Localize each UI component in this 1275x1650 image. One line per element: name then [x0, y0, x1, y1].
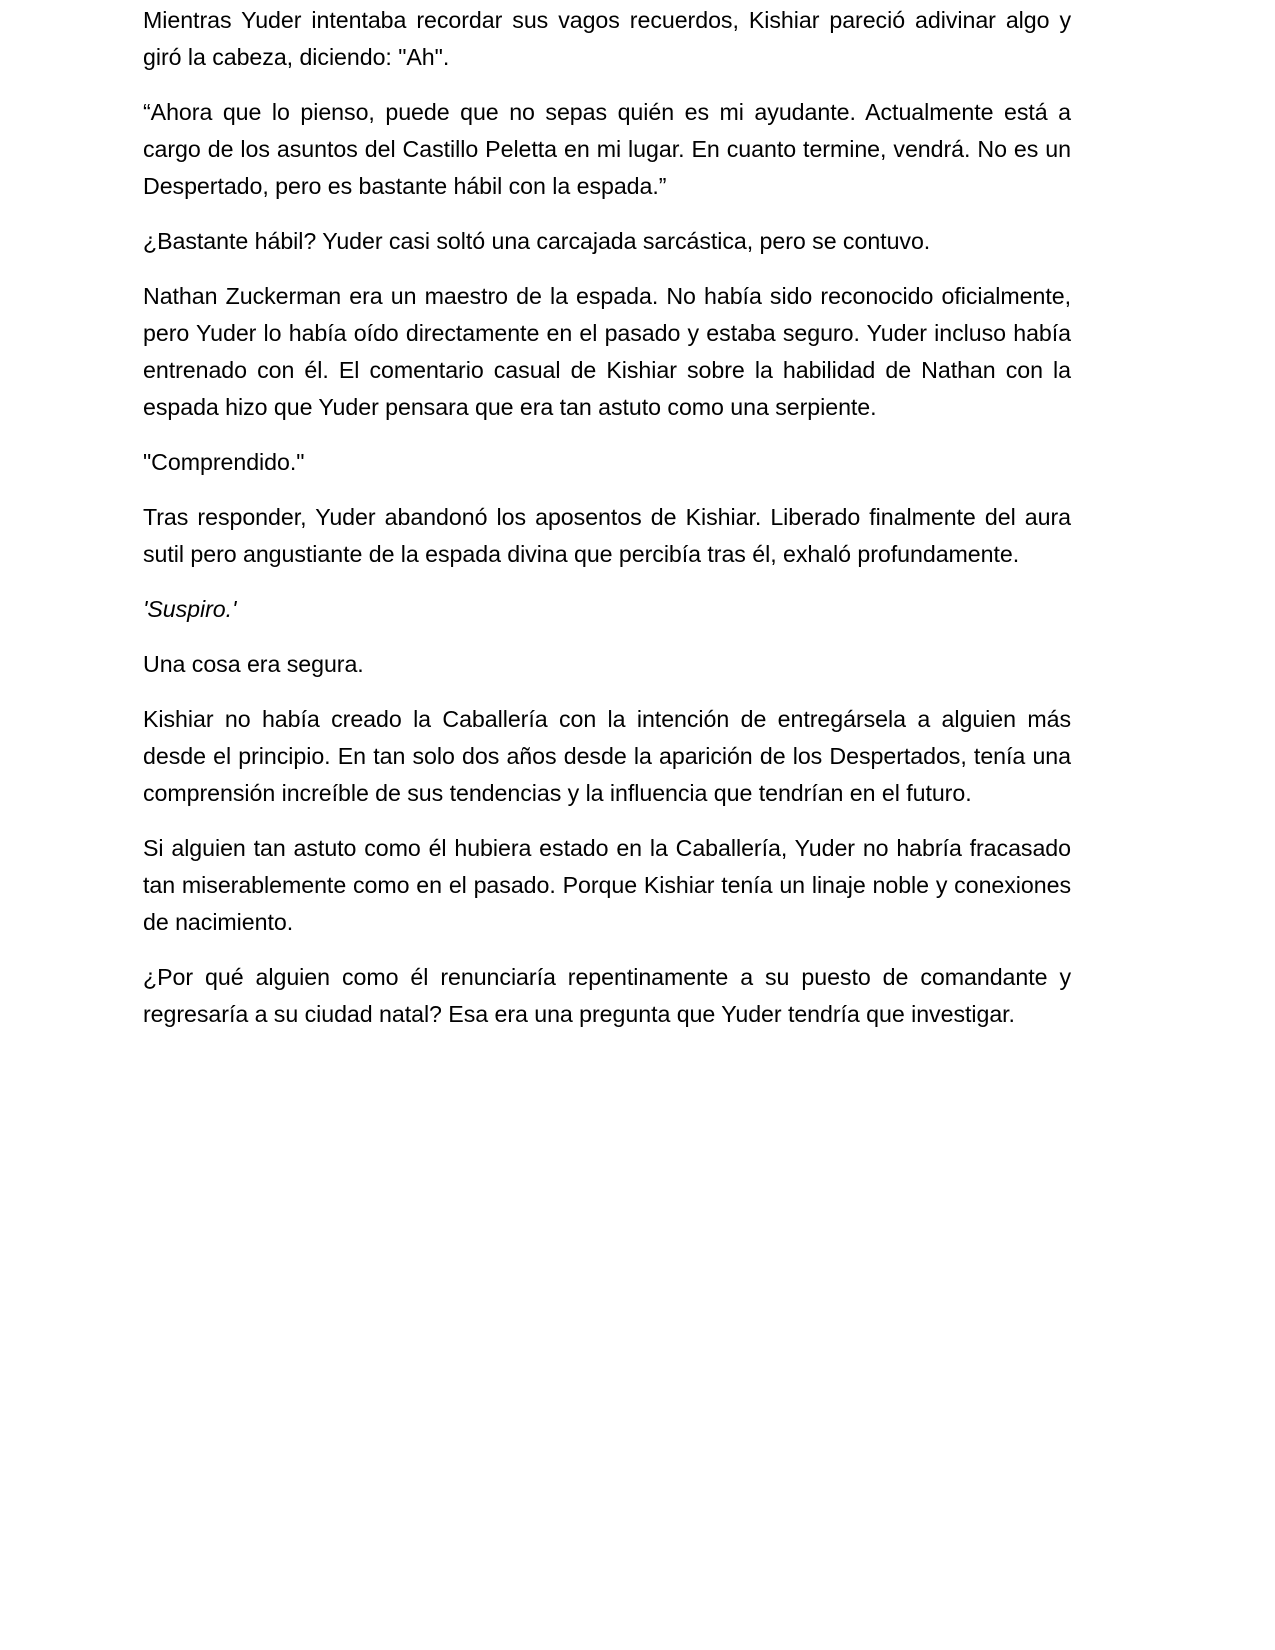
paragraph: “Ahora que lo pienso, puede que no sepas quién es mi ayudante. Actualmente está a cargo de los asuntos del Castillo Peletta en mi lugar. En cuanto termine, vendrá. No es un Despertado, pero es bastante hábil con la espada.”	[143, 99, 1071, 199]
paragraph: 'Suspiro.'	[143, 596, 237, 622]
paragraph: Tras responder, Yuder abandonó los aposentos de Kishiar. Liberado finalmente del aura sutil pero angustiante de la espada divina que percibía tras él, exhaló profundamente.	[143, 504, 1071, 567]
paragraph: ¿Bastante hábil? Yuder casi soltó una carcajada sarcástica, pero se contuvo.	[143, 228, 931, 254]
paragraph: ¿Por qué alguien como él renunciaría repentinamente a su puesto de comandante y regresaría a su ciudad natal? Esa era una pregunta que Yuder tendría que investigar.	[143, 964, 1071, 1027]
paragraph: Si alguien tan astuto como él hubiera estado en la Caballería, Yuder no habría fracasado tan miserablemente como en el pasado. Porque Kishiar tenía un linaje noble y conexiones de nacimiento.	[143, 835, 1071, 935]
paragraph: "Comprendido."	[143, 449, 305, 475]
paragraph: Nathan Zuckerman era un maestro de la espada. No había sido reconocido oficialmente, pero Yuder lo había oído directamente en el pasado y estaba seguro. Yuder incluso había entrenado con él. El comentario casual de Kishiar sobre la habilidad de Nathan con la espada hizo que Yuder pensara que era tan astuto como una serpiente.	[143, 283, 1071, 420]
paragraph: Kishiar no había creado la Caballería con la intención de entregársela a alguien más desde el principio. En tan solo dos años desde la aparición de los Despertados, tenía una comprensión increíble de sus tendencias y la influencia que tendrían en el futuro.	[143, 706, 1071, 806]
document-body	[143, 2, 1071, 1033]
paragraph: Mientras Yuder intentaba recordar sus vagos recuerdos, Kishiar pareció adivinar algo y giró la cabeza, diciendo: "Ah".	[143, 7, 1071, 70]
paragraph: Una cosa era segura.	[143, 651, 364, 677]
